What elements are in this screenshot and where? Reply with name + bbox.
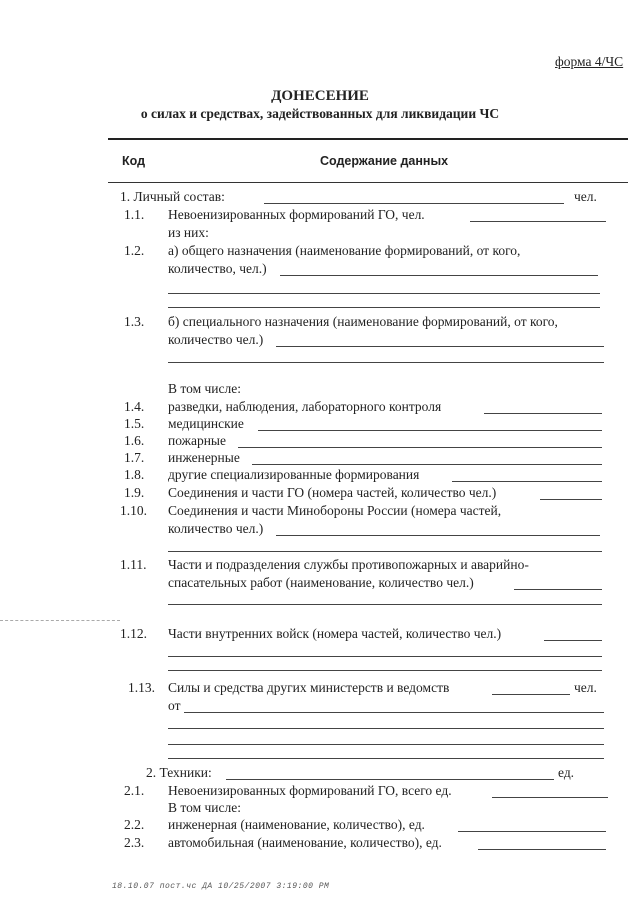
row-text: спасательных работ (наименование, количество чел.): [168, 575, 474, 590]
row-blank[interactable]: [168, 670, 602, 671]
row-text: количество, чел.): [168, 261, 267, 276]
row-code: 1.12.: [120, 626, 147, 641]
content-column-header: Содержание данных: [320, 154, 449, 168]
row-text: Силы и средства других министерств и ведомств: [168, 680, 450, 695]
row-text: Невоенизированных формирований ГО, чел.: [168, 207, 425, 222]
row-code: 1.10.: [120, 503, 147, 518]
section2-label: 2. Техники:: [146, 765, 212, 780]
row-blank[interactable]: [492, 694, 570, 695]
row-text: Части и подразделения службы противопожарных и аварийно-: [168, 557, 529, 572]
included-label: В том числе:: [168, 381, 241, 396]
row-blank[interactable]: [252, 464, 602, 465]
row-code: 1.7.: [124, 450, 145, 465]
header-top-rule: [108, 138, 628, 140]
row-text: Части внутренних войск (номера частей, количество чел.): [168, 626, 502, 641]
row-blank[interactable]: [168, 656, 602, 657]
row-blank[interactable]: [478, 849, 606, 850]
row-blank[interactable]: [168, 551, 602, 552]
row-blank[interactable]: [184, 712, 604, 713]
section1-blank[interactable]: [264, 203, 564, 204]
row-code: 1.11.: [120, 557, 147, 572]
row-blank[interactable]: [458, 831, 606, 832]
row-text: Соединения и части Минобороны России (номера частей,: [168, 503, 502, 518]
row-code: 1.9.: [124, 485, 145, 500]
row-text: другие специализированные формирования: [168, 467, 420, 482]
row-unit: чел.: [574, 680, 597, 695]
row-code: 2.1.: [124, 783, 145, 798]
row-blank[interactable]: [540, 499, 602, 500]
print-footer: 18.10.07 пост.чс ДА 10/25/2007 3:19:00 PM: [112, 882, 330, 891]
section2-blank[interactable]: [226, 779, 554, 780]
row-code: 2.2.: [124, 817, 145, 832]
row-blank[interactable]: [484, 413, 602, 414]
section2-unit: ед.: [558, 765, 575, 780]
row-blank[interactable]: [168, 307, 600, 308]
row-code: 1.13.: [128, 680, 155, 695]
header-bottom-rule: [108, 182, 628, 183]
row-code: 1.6.: [124, 433, 145, 448]
row-text: медицинские: [168, 416, 244, 431]
row-text: количество чел.): [168, 521, 264, 536]
section1-unit: чел.: [574, 189, 597, 204]
included-label: В том числе:: [168, 800, 241, 815]
row-blank[interactable]: [492, 797, 608, 798]
row-blank[interactable]: [276, 535, 600, 536]
row-text: от: [168, 698, 181, 713]
row-text: Невоенизированных формирований ГО, всего ед.: [168, 783, 452, 798]
row-blank[interactable]: [470, 221, 606, 222]
row-blank[interactable]: [258, 430, 602, 431]
scan-artifact-line: [0, 620, 120, 621]
row-text: из них:: [168, 225, 209, 240]
row-code: 1.2.: [124, 243, 145, 258]
row-code: 1.8.: [124, 467, 145, 482]
row-blank[interactable]: [544, 640, 602, 641]
row-blank[interactable]: [168, 362, 604, 363]
row-blank[interactable]: [168, 744, 604, 745]
row-code: 1.1.: [124, 207, 145, 222]
row-text: Соединения и части ГО (номера частей, количество чел.): [168, 485, 497, 500]
row-text: пожарные: [168, 433, 226, 448]
row-text: разведки, наблюдения, лабораторного контроля: [168, 399, 442, 414]
row-code: 1.3.: [124, 314, 145, 329]
form-number-label: форма 4/ЧС: [555, 54, 624, 69]
row-code: 1.5.: [124, 416, 145, 431]
row-code: 2.3.: [124, 835, 145, 850]
row-blank[interactable]: [168, 728, 604, 729]
row-blank[interactable]: [514, 589, 602, 590]
document-title: ДОНЕСЕНИЕ: [271, 88, 369, 104]
section1-label: 1. Личный состав:: [120, 189, 225, 204]
row-blank[interactable]: [168, 293, 600, 294]
row-blank[interactable]: [238, 447, 602, 448]
row-text: б) специального назначения (наименование формирований, от кого,: [168, 314, 558, 329]
row-blank[interactable]: [276, 346, 604, 347]
document-subtitle: о силах и средствах, задействованных для ликвидации ЧС: [140, 106, 500, 121]
row-text: инженерные: [168, 450, 240, 465]
row-text: инженерная (наименование, количество), ед.: [168, 817, 425, 832]
row-code: 1.4.: [124, 399, 145, 414]
row-text: автомобильная (наименование, количество), ед.: [168, 835, 442, 850]
row-blank[interactable]: [280, 275, 598, 276]
row-blank[interactable]: [168, 604, 602, 605]
row-blank[interactable]: [452, 481, 602, 482]
row-blank[interactable]: [168, 758, 604, 759]
row-text: количество чел.): [168, 332, 264, 347]
code-column-header: Код: [122, 154, 146, 168]
row-text: а) общего назначения (наименование формирований, от кого,: [168, 243, 521, 258]
